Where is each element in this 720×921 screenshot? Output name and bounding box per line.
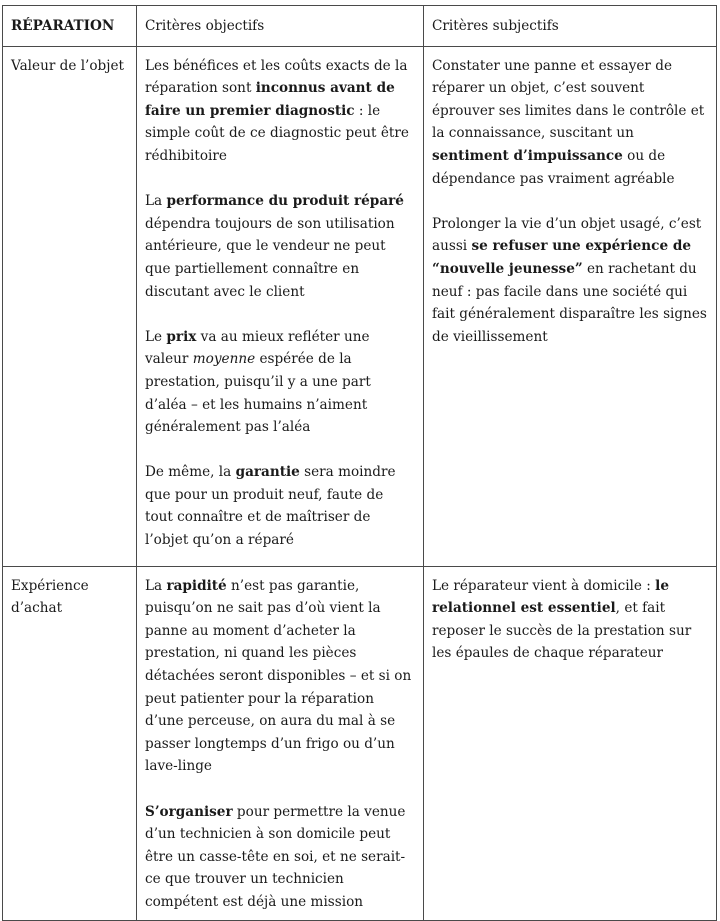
bold-text: performance du produit réparé xyxy=(166,193,404,210)
subjective-cell xyxy=(424,566,717,920)
row-label: Expérience d’achat xyxy=(3,566,137,920)
header-objective: Critères objectifs xyxy=(137,6,424,47)
text-run: La xyxy=(145,193,167,210)
objective-cell xyxy=(137,566,424,920)
text-run: Le xyxy=(145,328,167,345)
paragraph xyxy=(432,213,708,349)
header-row xyxy=(3,6,717,47)
bold-text: se refuser une expérience de “nouvelle jeunesse” xyxy=(432,238,691,277)
bold-text: le relationnel est essentiel xyxy=(432,577,669,617)
subjective-cell xyxy=(424,46,717,566)
objective-cell xyxy=(137,46,424,566)
text-run: dépendra toujours de son utilisation antérieure, que le vendeur ne peut que partiellement connaître en discutant avec le client xyxy=(145,215,395,300)
text-run: Le réparateur vient à domicile : xyxy=(432,577,656,594)
text-run: sera moindre que pour un produit neuf, faute de tout connaître et de maîtriser de l’objet qu’on a réparé xyxy=(145,464,396,549)
paragraph xyxy=(145,461,415,551)
row-label: Valeur de l’objet xyxy=(3,46,137,566)
table-row xyxy=(3,46,717,566)
text-run: espérée de la prestation, puisqu’il y a une part d’aléa – et les humains n’aiment généralement pas l’aléa xyxy=(145,351,371,436)
text-run: : le simple coût de ce diagnostic peut être rédhibitoire xyxy=(145,102,409,164)
header-corner: RÉPARATION xyxy=(3,6,137,47)
text-run: Prolonger la vie d’un objet usagé, c’est aussi xyxy=(432,215,702,255)
text-run: va au mieux refléter une valeur xyxy=(145,328,370,368)
bold-text: S’organiser xyxy=(145,803,233,820)
text-run: ou de dépendance pas vraiment agréable xyxy=(432,147,675,187)
header-subjective: Critères subjectifs xyxy=(424,6,717,47)
italic-text: moyenne xyxy=(192,351,256,368)
text-run: n’est pas garantie, puisqu’on ne sait pas d’où vient la panne au moment d’acheter la prestation, ni quand les pièces détachées seront disponibles – et si on peut patienter pour la réparation d’une perceuse, on aura du mal à se passer longtemps d’un frigo ou d’un lave-linge xyxy=(145,577,412,775)
bold-text: sentiment d’impuissance xyxy=(432,147,623,164)
paragraph xyxy=(145,190,415,303)
paragraph xyxy=(432,55,708,191)
paragraph xyxy=(145,326,415,439)
paragraph xyxy=(145,55,415,168)
bold-text: prix xyxy=(166,328,197,345)
text-run: Les bénéfices et les coûts exacts de la réparation sont xyxy=(145,57,408,97)
text-run: pour permettre la venue d’un technicien à son domicile peut être un casse-tête en soi, et ne serait-ce que trouver un technicien compétent est déjà une mission xyxy=(145,803,406,910)
table-row xyxy=(3,566,717,920)
bold-text: rapidité xyxy=(166,577,227,594)
text-run: De même, la xyxy=(145,464,236,481)
text-run: La xyxy=(145,577,167,594)
bold-text: inconnus avant de faire un premier diagnostic xyxy=(145,80,395,119)
paragraph xyxy=(432,575,708,665)
text-run: Constater une panne et essayer de réparer un objet, c’est souvent éprouver ses limites dans le contrôle et la connaissance, suscitant un xyxy=(432,57,705,142)
bold-text: garantie xyxy=(235,464,300,481)
repair-criteria-table xyxy=(2,5,717,921)
paragraph xyxy=(145,801,415,914)
text-run: , et fait reposer le succès de la prestation sur les épaules de chaque réparateur xyxy=(432,600,692,662)
text-run: en rachetant du neuf : pas facile dans une société qui fait généralement disparaître les signes de vieillissement xyxy=(432,260,707,345)
paragraph xyxy=(145,575,415,778)
